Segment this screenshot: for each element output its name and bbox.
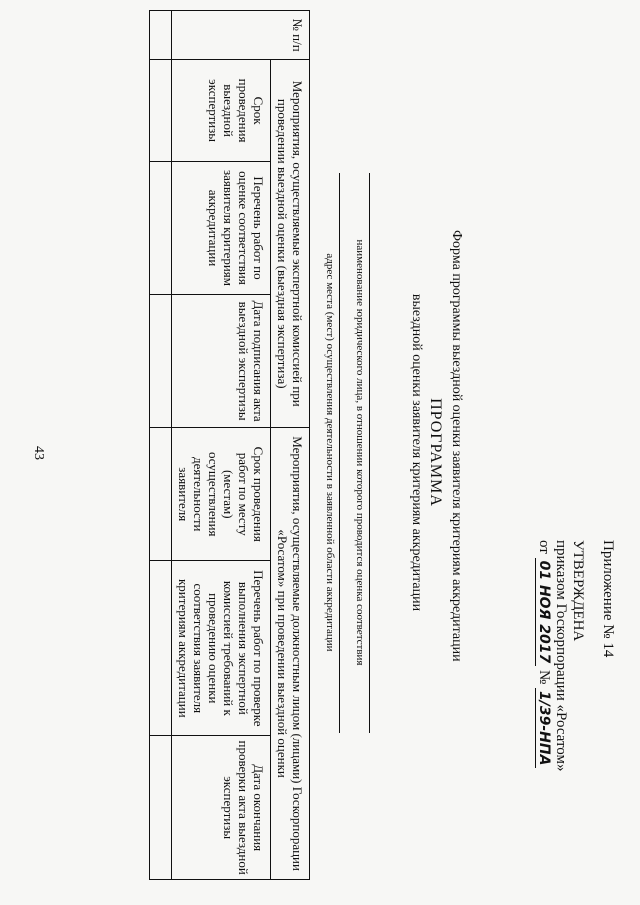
program-title: ПРОГРАММА bbox=[427, 398, 444, 507]
program-table bbox=[149, 10, 310, 880]
group-officials-header: Мероприятия, осуществляемые должностным лицом (лицами) Госкорпорации «Росатом» при проведении выездной оценки bbox=[271, 428, 310, 880]
table-header-row bbox=[271, 11, 310, 880]
table-cell bbox=[150, 561, 172, 736]
form-title: Форма программы выездной оценки заявителя критериям аккредитации bbox=[449, 230, 464, 662]
number-label: № bbox=[536, 669, 552, 685]
table-row bbox=[150, 11, 172, 880]
legal-entity-caption: наименование юридического лица, в отношении которого проводится оценка соответствия bbox=[354, 239, 366, 666]
sub-header-5: Перечень работ по проверке выполнения экспертной комиссией требований к проведению оценки соответствия заявителя критериям аккредитации bbox=[172, 561, 271, 736]
table-cell bbox=[150, 295, 172, 428]
group-expert-commission-header: Мероприятия, осуществляемые экспертной комиссией при проведении выездной оценки (выездная экспертиза) bbox=[271, 60, 310, 428]
page-number: 43 bbox=[31, 446, 46, 460]
order-line: приказом Госкорпорации «Росатом» bbox=[553, 540, 569, 772]
address-caption: адрес места (мест) осуществления деятельности в заявленной области аккредитации bbox=[324, 253, 336, 652]
table-cell bbox=[150, 161, 172, 294]
table-cell bbox=[150, 11, 172, 60]
from-label: от bbox=[536, 540, 552, 554]
sub-header-3: Дата подписания акта выездной экспертизы bbox=[172, 295, 271, 428]
sub-header-6: Дата окончания проверки акта выездной экспертизы bbox=[172, 736, 271, 880]
legal-entity-rule bbox=[369, 173, 370, 733]
approval-block bbox=[535, 540, 586, 772]
program-subtitle: выездной оценки заявителя критериям аккредитации bbox=[409, 293, 424, 612]
program-title-block bbox=[408, 0, 444, 905]
col-number-header: № п/п bbox=[172, 11, 310, 60]
approved-label: УТВЕРЖДЕНА bbox=[570, 540, 586, 642]
order-date: 01 НОЯ 2017 bbox=[535, 558, 552, 667]
table-cell bbox=[150, 736, 172, 880]
table-cell bbox=[150, 60, 172, 162]
table-subheader-row bbox=[172, 11, 271, 880]
address-field bbox=[324, 0, 340, 905]
table-cell bbox=[150, 428, 172, 561]
legal-entity-field bbox=[354, 0, 370, 905]
sub-header-2: Перечень работ по оценке соответствия заявителя критериям аккредитации bbox=[172, 161, 271, 294]
sub-header-1: Срок проведения выездной экспертизы bbox=[172, 60, 271, 162]
order-date-number-line bbox=[535, 540, 552, 772]
sub-header-4: Срок проведения работ по месту (местам) осуществления деятельности заявителя bbox=[172, 428, 271, 561]
appendix-label: Приложение № 14 bbox=[600, 540, 616, 658]
address-rule bbox=[339, 173, 340, 733]
order-number: 1/39-НПА bbox=[535, 688, 552, 768]
